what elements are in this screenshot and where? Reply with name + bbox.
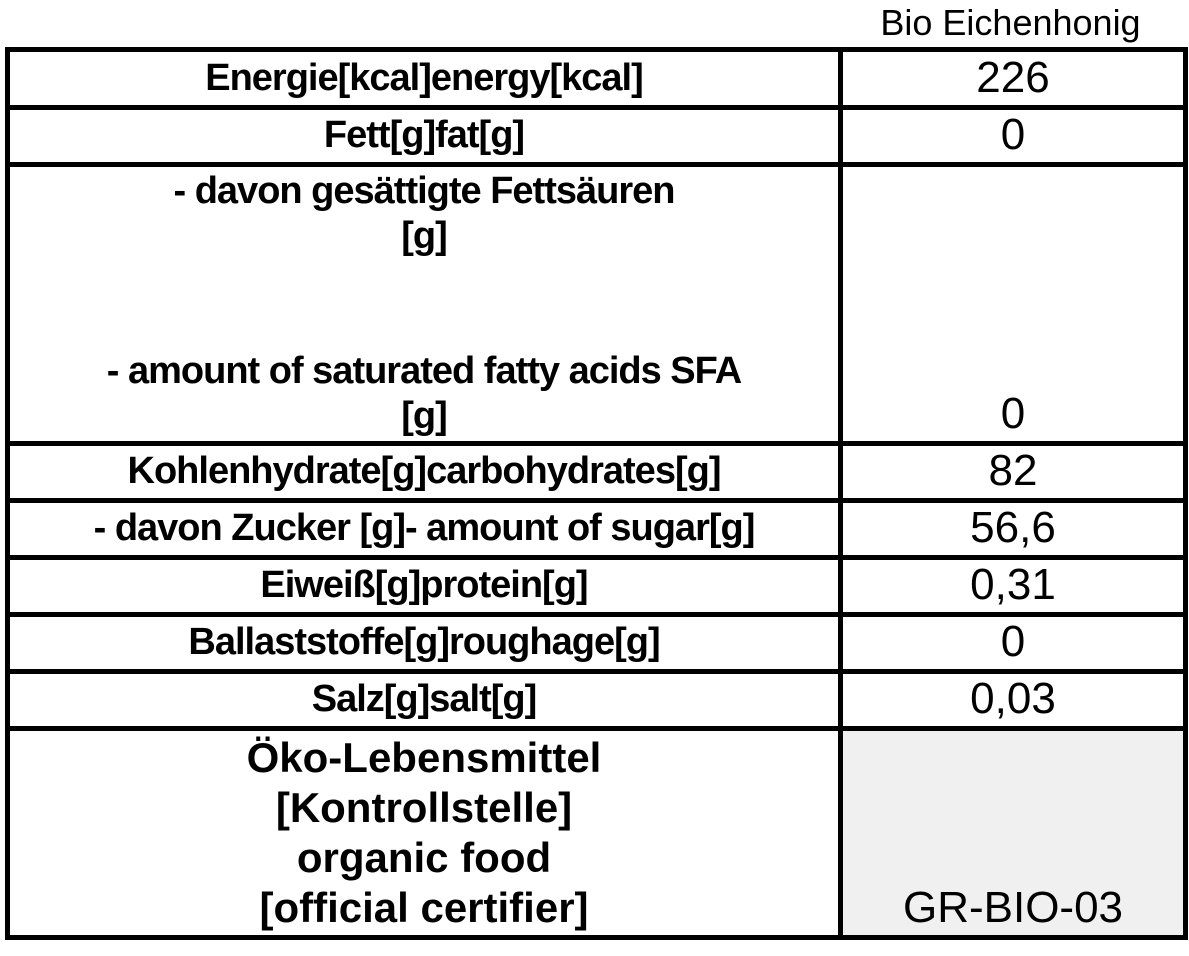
product-title: Bio Eichenhonig <box>880 2 1141 43</box>
label-line: - amount of saturated fatty acids SFA <box>106 350 742 392</box>
nutrient-label <box>8 501 841 558</box>
label-line: - davon Zucker [g]- amount of sugar[g] <box>93 507 755 550</box>
nutrient-value: 82 <box>841 444 1186 501</box>
label-line: - davon gesättigte Fettsäuren <box>173 170 675 212</box>
table-row <box>8 729 1186 938</box>
nutrient-value: 0 <box>841 165 1186 444</box>
label-line: [official certifier] <box>259 884 589 931</box>
nutrient-value: 0 <box>841 615 1186 672</box>
table-row <box>8 444 1186 501</box>
label-line: Eiweiß[g]protein[g] <box>260 564 588 607</box>
nutrient-label <box>8 615 841 672</box>
nutrient-label <box>8 444 841 501</box>
table-row <box>8 501 1186 558</box>
nutrient-value: 0,31 <box>841 558 1186 615</box>
table-row <box>8 615 1186 672</box>
label-line: Ballaststoffe[g]roughage[g] <box>188 621 660 664</box>
label-line: Salz[g]salt[g] <box>311 678 537 721</box>
table-row <box>8 558 1186 615</box>
label-line: Kohlenhydrate[g]carbohydrates[g] <box>127 450 721 493</box>
table-row <box>8 672 1186 729</box>
label-line: organic food <box>296 834 552 881</box>
label-line <box>16 259 832 304</box>
nutrient-label <box>8 729 841 938</box>
table-row <box>8 108 1186 165</box>
nutrient-label <box>8 558 841 615</box>
label-line: [g] <box>401 395 447 437</box>
label-line: Fett[g]fat[g] <box>323 114 525 157</box>
nutrient-value: 226 <box>841 50 1186 108</box>
nutrition-table <box>5 47 1188 940</box>
nutrient-value: GR-BIO-03 <box>841 729 1186 938</box>
nutrient-value: 0 <box>841 108 1186 165</box>
label-line: Öko-Lebensmittel <box>246 734 602 781</box>
label-line: [Kontrollstelle] <box>275 784 573 831</box>
table-row <box>8 50 1186 108</box>
nutrient-value: 56,6 <box>841 501 1186 558</box>
label-line: [g] <box>401 215 447 257</box>
nutrient-label <box>8 108 841 165</box>
table-row <box>8 165 1186 444</box>
nutrient-value: 0,03 <box>841 672 1186 729</box>
label-line: Energie[kcal]energy[kcal] <box>205 56 643 99</box>
nutrient-label <box>8 165 841 444</box>
nutrient-label <box>8 672 841 729</box>
nutrient-label <box>8 50 841 108</box>
label-line <box>16 304 832 349</box>
